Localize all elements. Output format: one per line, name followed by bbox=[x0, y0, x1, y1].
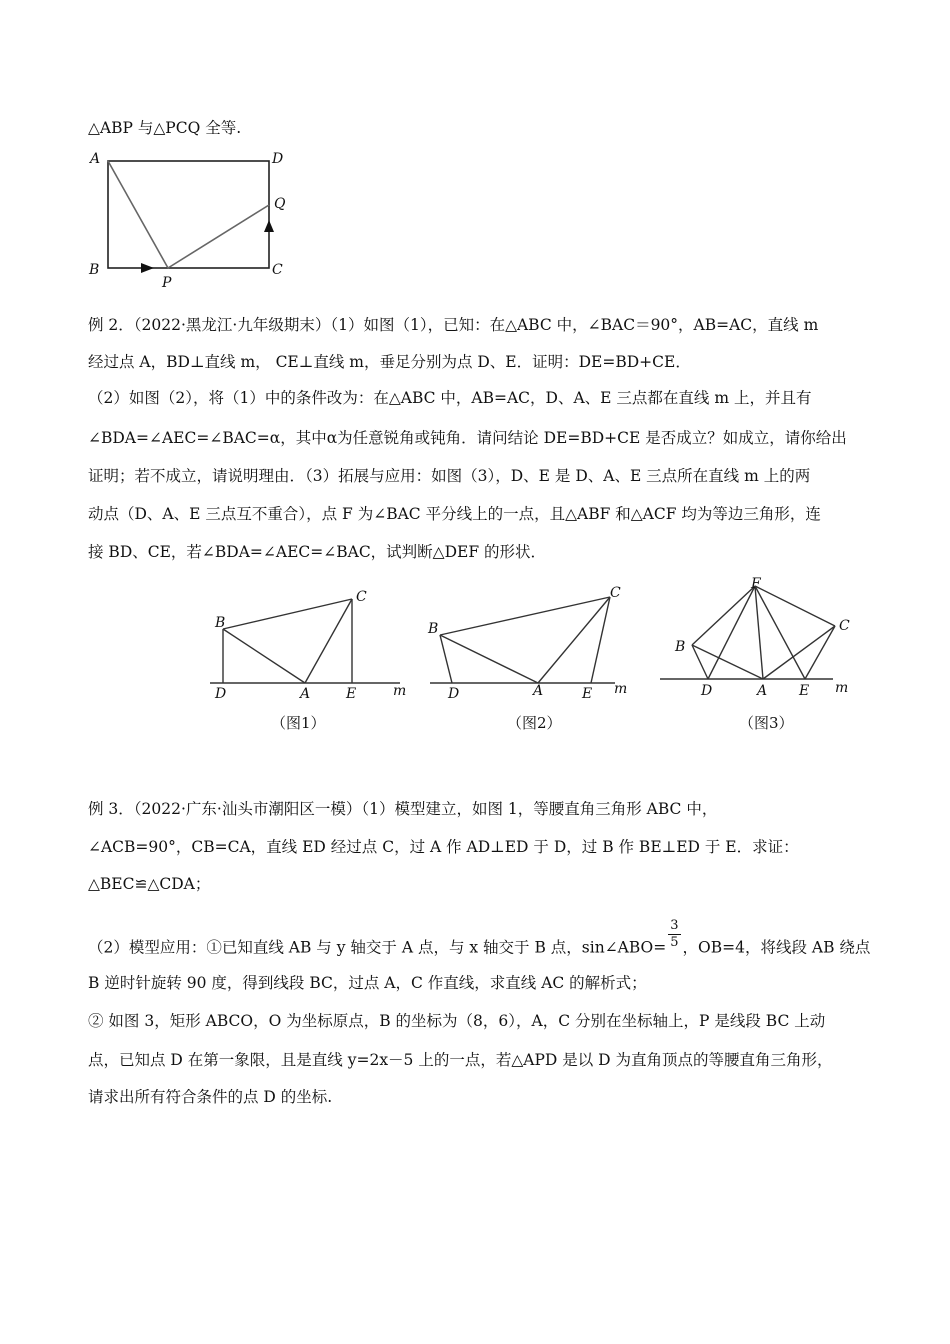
fig3-label-m: m bbox=[835, 680, 849, 696]
caption-fig-3: （图3） bbox=[739, 714, 794, 732]
fig3-label-c: C bbox=[839, 618, 850, 634]
figure-2 bbox=[425, 580, 640, 705]
fig3-label-b: B bbox=[675, 639, 686, 655]
fig1-label-d: D bbox=[215, 686, 227, 702]
fig1-label-e: E bbox=[346, 686, 357, 702]
example2-line-1: 例 2．（2022·黑龙江·九年级期末）（1）如图（1），已知：在△ABC 中，∠BAC＝90°，AB=AC，直线 m bbox=[88, 316, 819, 334]
fig1-label-m: m bbox=[393, 683, 407, 699]
label-p: P bbox=[162, 275, 172, 290]
sin-fraction bbox=[668, 918, 680, 951]
example2-line-3: （2）如图（2），将（1）中的条件改为：在△ABC 中，AB=AC，D、A、E 三点都在直线 m 上，并且有 bbox=[88, 389, 812, 407]
fig3-label-a: A bbox=[757, 683, 768, 699]
label-c: C bbox=[272, 262, 283, 278]
fig1-label-c: C bbox=[356, 589, 367, 605]
figure-3 bbox=[655, 572, 865, 702]
fig3-label-f: F bbox=[751, 576, 761, 592]
example3-line-4-start: （2）模型应用：①已知直线 AB 与 y 轴交于 A 点，与 x 轴交于 B 点，sin∠ABO= bbox=[88, 938, 667, 957]
example2-line-6: 动点（D、A、E 三点互不重合），点 F 为∠BAC 平分线上的一点，且△ABF 和△ACF 均为等边三角形，连 bbox=[88, 505, 821, 523]
arrow-up-icon bbox=[264, 220, 274, 232]
example2-line-4: ∠BDA=∠AEC=∠BAC=α，其中α为任意锐角或钝角．请问结论 DE=BD+CE 是否成立？如成立，请你给出 bbox=[88, 429, 847, 447]
fig1-label-a: A bbox=[300, 686, 311, 702]
label-a: A bbox=[90, 151, 101, 167]
label-d: D bbox=[272, 151, 284, 167]
fig2-label-b: B bbox=[428, 621, 439, 637]
fig1-label-b: B bbox=[215, 615, 226, 631]
rectangle-figure bbox=[86, 146, 296, 290]
example3-line-3: △BEC≌△CDA； bbox=[88, 875, 211, 893]
fig3-label-e: E bbox=[799, 683, 810, 699]
fig2-label-d: D bbox=[448, 686, 460, 702]
example3-line-6: ② 如图 3，矩形 ABCO，O 为坐标原点，B 的坐标为（8，6），A，C 分别在坐标轴上，P 是线段 BC 上动 bbox=[88, 1012, 826, 1030]
segment-ap bbox=[108, 161, 168, 268]
fig3-label-d: D bbox=[701, 683, 713, 699]
example3-line-1: 例 3．（2022·广东·汕头市潮阳区一模）（1）模型建立，如图 1，等腰直角三角形 ABC 中， bbox=[88, 800, 718, 818]
example3-line-4-end: ，OB=4，将线段 AB 绕点 bbox=[682, 938, 871, 957]
fraction-denominator: 5 bbox=[670, 935, 679, 950]
example2-line-7: 接 BD、CE，若∠BDA=∠AEC=∠BAC，试判断△DEF 的形状． bbox=[88, 543, 547, 561]
caption-fig-1: （图1） bbox=[271, 714, 326, 732]
example2-line-2: 经过点 A，BD⊥直线 m， CE⊥直线 m，垂足分别为点 D、E．证明：DE=BD+CE． bbox=[88, 353, 691, 371]
label-b: B bbox=[89, 262, 100, 278]
figure-1 bbox=[205, 585, 415, 705]
fraction-numerator: 3 bbox=[670, 918, 679, 933]
rectangle-abcd bbox=[108, 161, 269, 268]
segment-pq bbox=[168, 205, 269, 268]
example3-line-8: 请求出所有符合条件的点 D 的坐标. bbox=[88, 1088, 333, 1106]
intro-text: △ABP 与△PCQ 全等. bbox=[88, 119, 242, 137]
example2-line-5: 证明；若不成立，请说明理由．（3）拓展与应用：如图（3），D、E 是 D、A、E 三点所在直线 m 上的两 bbox=[88, 467, 811, 485]
fig2-label-c: C bbox=[610, 585, 621, 601]
example3-line-5: B 逆时针旋转 90 度，得到线段 BC，过点 A，C 作直线，求直线 AC 的解析式； bbox=[88, 974, 647, 992]
caption-fig-2: （图2） bbox=[507, 714, 562, 732]
fig2-label-e: E bbox=[582, 686, 593, 702]
fig2-label-m: m bbox=[614, 681, 628, 697]
example3-line-2: ∠ACB=90°，CB=CA，直线 ED 经过点 C，过 A 作 AD⊥ED 于 D，过 B 作 BE⊥ED 于 E．求证： bbox=[88, 838, 799, 856]
example3-line-4 bbox=[88, 918, 871, 965]
fig2-label-a: A bbox=[533, 683, 544, 699]
label-q: Q bbox=[274, 196, 286, 212]
example3-line-7: 点，已知点 D 在第一象限，且是直线 y=2x－5 上的一点，若△APD 是以 D 为直角顶点的等腰直角三角形， bbox=[88, 1051, 833, 1069]
arrow-right-icon bbox=[141, 263, 154, 273]
